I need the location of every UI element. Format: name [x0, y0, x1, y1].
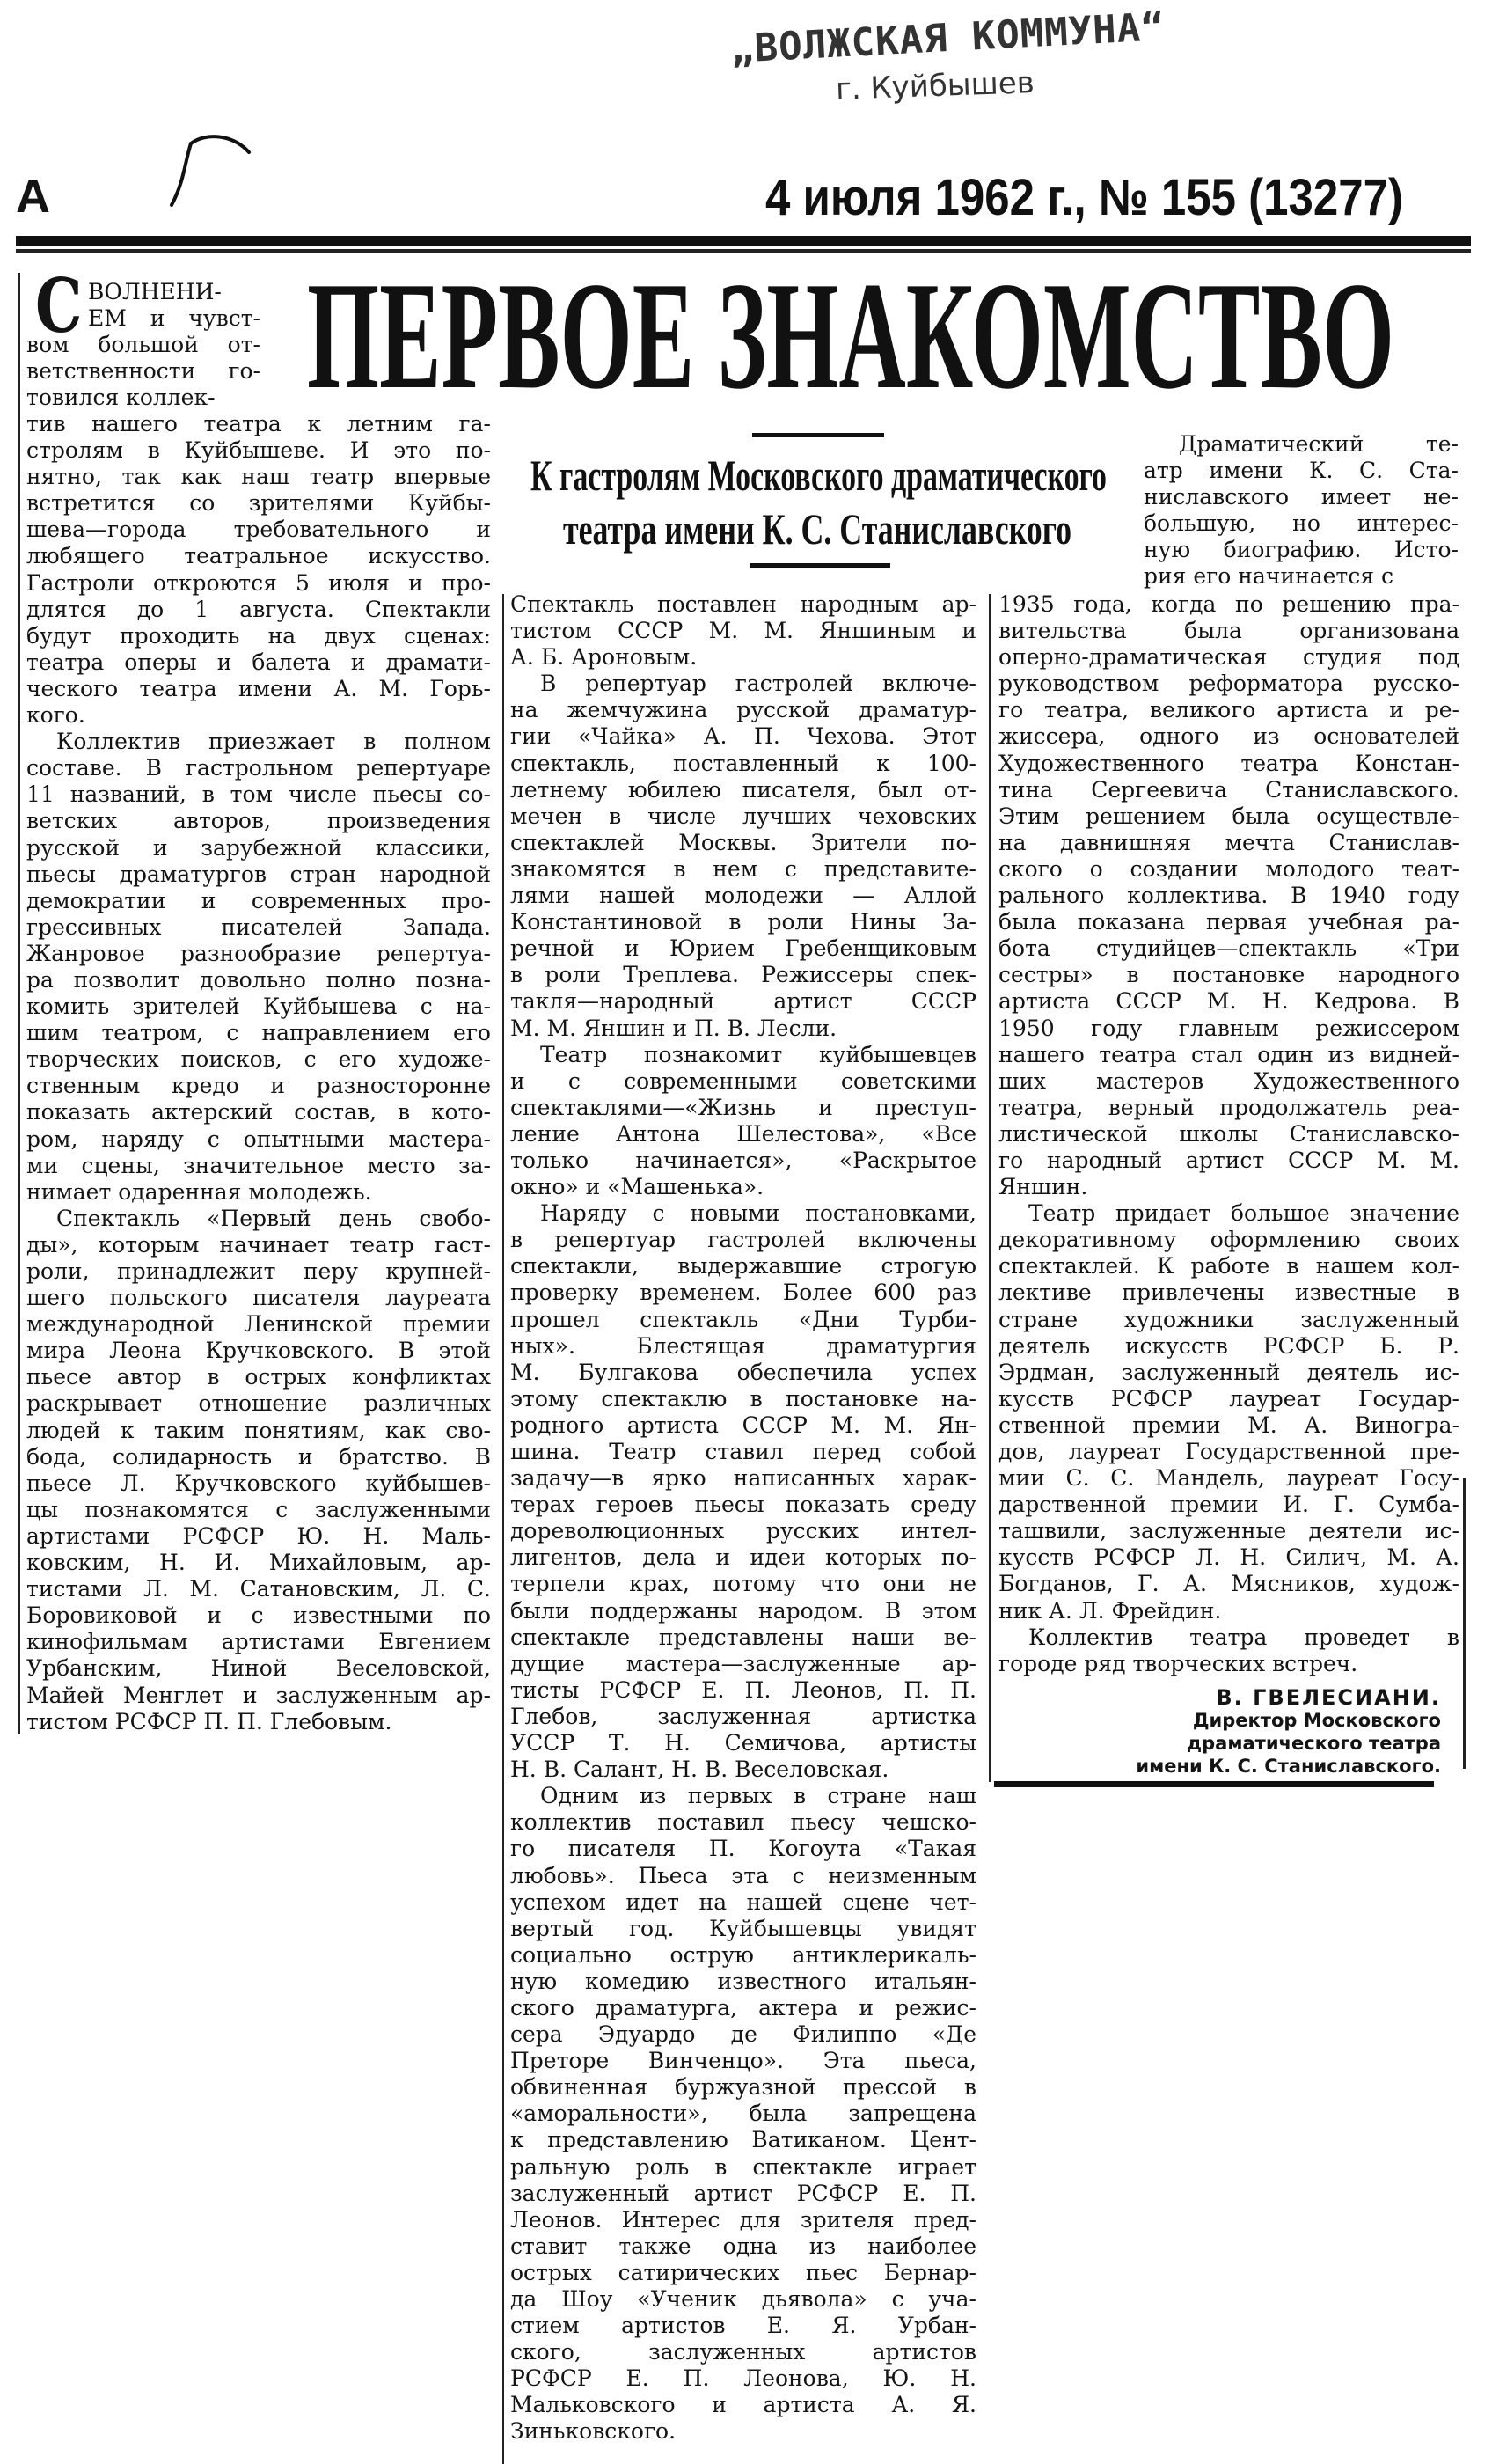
text-line: стием артистов Е. Я. Урбан- [510, 2313, 976, 2339]
text-line: социально острую антиклерикаль- [510, 1941, 976, 1968]
text-line: ветственности го- [26, 358, 260, 385]
article-headline [304, 264, 1399, 405]
text-line: любящего театральное искусство. [26, 543, 491, 569]
paragraph [998, 591, 1459, 1200]
column-1-intro [26, 279, 260, 411]
text-line: раскрывает отношение различных [26, 1390, 491, 1417]
text-line: русской и зарубежной классики, [26, 834, 491, 861]
text-line: спектакли, выдержавшие строгую [510, 1253, 976, 1280]
author-signature [1136, 1686, 1441, 1778]
text-line: только начинается», «Раскрытое [510, 1147, 976, 1173]
text-line: 11 названий, в том числе пьесы со- [26, 781, 491, 808]
text-line: будут проходить на двух сценах: [26, 622, 491, 649]
author-title-line: Директор Московского [1192, 1710, 1441, 1731]
paragraph [998, 1200, 1459, 1624]
text-line: ветских авторов, произведения [26, 808, 491, 834]
text-line: речной и Юрием Гребенщиковым [510, 935, 976, 962]
text-line: дущие мастера—заслуженные ар- [510, 1650, 976, 1676]
text-line: оперно-драматическая студия под [998, 644, 1459, 671]
text-line: тив нашего театра к летним га- [26, 411, 491, 436]
text-line: мии С. С. Мандель, лауреат Госу- [998, 1465, 1459, 1492]
text-line: нимает одаренная молодежь. [26, 1178, 372, 1205]
text-line: гии «Чайка» А. П. Чехова. Этот [510, 723, 976, 750]
text-line: пьесе Л. Кручковского куйбышев- [26, 1470, 491, 1496]
text-line: Театр познакомит куйбышевцев [540, 1041, 976, 1067]
text-line: товился коллек- [26, 385, 216, 411]
text-line: Богданов, Г. А. Мясников, худож- [998, 1571, 1459, 1597]
text-line: к представлению Ватиканом. Цент- [510, 2127, 976, 2153]
text-line: «аморальности», была запрещена [510, 2101, 976, 2127]
text-line: Коллектив приезжает в полном [56, 729, 491, 755]
text-line: М. М. Яншин и П. В. Лесли. [510, 1015, 837, 1041]
text-line: пьесе автор в острых конфликтах [26, 1364, 491, 1390]
dateline-text: 4 июля 1962 г., № 155 (13277) [765, 169, 1403, 226]
text-line: шим театром, с направлением его [26, 1020, 491, 1046]
text-line: заслуженный артист РСФСР Е. П. [510, 2180, 976, 2206]
text-line: Боровиковой и с известными по [26, 1602, 491, 1629]
text-line: Коллектив театра проведет в [1028, 1624, 1459, 1650]
text-line: Леонов. Интерес для зрителя пред- [510, 2206, 976, 2233]
text-line: го народный артист СССР М. М. [998, 1147, 1459, 1173]
text-line: вительства была организована [998, 618, 1459, 644]
text-line: сестры» в постановке народного [998, 962, 1459, 988]
text-line: шего польского писателя лауреата [26, 1285, 491, 1311]
text-line: лективе привлечены известные в [998, 1280, 1459, 1306]
text-line: шева—города требовательного и [26, 517, 491, 543]
text-line: ральную роль в спектакле играет [510, 2153, 976, 2180]
text-line: деятель искусств РСФСР Б. Р. [998, 1332, 1459, 1359]
text-line: сера Эдуардо де Филиппо «Де [510, 2021, 976, 2048]
text-line: тина Сергеевича Станиславского. [998, 776, 1459, 803]
text-line: театра оперы и балета и драмати- [26, 649, 491, 675]
text-line: ми сцены, значительное место за- [26, 1152, 491, 1178]
text-line: людей к таким понятиям, как сво- [26, 1417, 491, 1443]
text-line: нашего театра стал один из видней- [998, 1041, 1459, 1067]
text-line: летнему юбилею писателя, был от- [510, 776, 976, 803]
text-line: ЕМ и чувст- [88, 305, 260, 332]
paragraph [510, 671, 976, 1041]
text-line: ших мастеров Художественного [998, 1067, 1459, 1094]
text-line: международной Ленинской премии [26, 1311, 491, 1338]
text-line: ского драматурга, актера и режис- [510, 1994, 976, 2020]
text-line: были поддержаны народом. В этом [510, 1597, 976, 1624]
text-line: Драматический те- [1179, 431, 1459, 457]
text-line: шина. Театр ставил перед собой [510, 1439, 976, 1464]
issue-dateline [757, 160, 1408, 231]
text-line: проверку временем. Более 600 раз [510, 1280, 976, 1306]
text-line: вертый год. Куйбышевцы увидят [510, 1915, 976, 1941]
text-line: УССР Т. Н. Семичова, артисты [510, 1730, 976, 1756]
text-line: Жанровое разнообразие репертуа- [26, 940, 491, 966]
text-line: задачу—в ярко написанных харак- [510, 1465, 976, 1492]
text-line: городе ряд творческих встреч. [998, 1650, 1358, 1676]
text-line: рального коллектива. В 1940 году [998, 883, 1459, 909]
text-line: знакомятся в нем с представите- [510, 855, 976, 882]
text-line: этому спектаклю в постановке на- [510, 1385, 976, 1412]
text-line: прошел спектакль «Дни Турби- [510, 1306, 976, 1332]
text-line: комить зрителей Куйбышева с на- [26, 994, 491, 1020]
text-line: Урбанским, Ниной Веселовской, [26, 1655, 491, 1682]
text-line: ную комедию известного итальян- [510, 1968, 976, 1994]
text-line: ление Антона Шелестова», «Все [510, 1120, 976, 1147]
text-line: и с современными советскими [510, 1067, 976, 1094]
text-line: спектакле представлены наши ве- [510, 1624, 976, 1650]
text-line: ташвили, заслуженные деятели ис- [998, 1518, 1459, 1544]
text-line: го театра, великого артиста и ре- [998, 697, 1459, 723]
text-line: рия его начинается с [1144, 563, 1393, 590]
text-line: артистами РСФСР Ю. Н. Маль- [26, 1522, 491, 1549]
section-letter: А [16, 170, 50, 223]
text-line: Одним из первых в стране наш [540, 1783, 976, 1809]
text-line: творческих поисков, с его художе- [26, 1046, 491, 1073]
headline-text: ПЕРВОЕ ЗНАКОМСТВО [307, 264, 1394, 405]
handwritten-number-5 [145, 128, 268, 216]
text-line: тистами Л. М. Сатановским, Л. С. [26, 1576, 491, 1602]
text-line: ковским, Н. И. Михайловым, ар- [26, 1550, 491, 1576]
text-line: обвиненная буржуазной прессой в [510, 2074, 976, 2101]
text-line: показать актерский состав, в кото- [26, 1099, 491, 1126]
text-line: демократии и современных про- [26, 887, 491, 913]
text-line: успехом идет на нашей сцене чет- [510, 1888, 976, 1915]
text-line: атр имени К. С. Ста- [1144, 458, 1459, 484]
text-line: окно» и «Машенька». [510, 1174, 764, 1200]
text-line: Этим решением была осуществле- [998, 803, 1459, 829]
text-line: терпели крах, потому что они не [510, 1571, 976, 1597]
stamp-city: г. Куйбышев [835, 65, 1035, 107]
text-line: спектаклями—«Жизнь и преступ- [510, 1094, 976, 1120]
paragraph [26, 411, 491, 729]
text-line: Мальковского и артиста А. Я. [510, 2392, 976, 2418]
text-line: ственным кредо и разносторонне [26, 1073, 491, 1099]
column-3-body [998, 591, 1459, 1677]
text-line: руководством реформатора русско- [998, 671, 1459, 697]
text-line: тистом СССР М. М. Яншиным и [510, 618, 976, 644]
text-line: ник А. Л. Фрейдин. [998, 1597, 1222, 1624]
text-line: М. Булгакова обеспечила успех [510, 1359, 976, 1385]
text-line: спектаклей Москвы. Зрители по- [510, 829, 976, 855]
text-line: мечен в числе лучших чеховских [510, 803, 976, 829]
text-line: грессивных писателей Запада. [26, 913, 491, 940]
text-line: цы познакомятся с заслуженными [26, 1496, 491, 1522]
text-line: любовь». Пьеса эта с неизменным [510, 1862, 976, 1888]
text-line: вом большой от- [26, 332, 260, 358]
article-subheadline [523, 444, 1113, 559]
paragraph [1144, 431, 1459, 590]
text-line: дов, лауреат Государственной пре- [998, 1439, 1459, 1464]
text-line: составе. В гастрольном репертуаре [26, 755, 491, 781]
text-line: встретится со зрителями Куйбы- [26, 490, 491, 517]
paragraph [26, 1206, 491, 1735]
text-line: ВОЛНЕНИ- [88, 279, 222, 304]
text-line: ра позволит довольно полно позна- [26, 966, 491, 993]
text-line: кого. [26, 702, 85, 729]
paragraph [998, 1624, 1459, 1677]
text-line: мира Леона Кручковского. В этой [26, 1338, 491, 1364]
subhead-line-2: театра имени К. С. Станиславского [563, 504, 1071, 554]
text-line: ского о создании молодого теат- [998, 855, 1459, 882]
author-title-line: имени К. С. Станиславского. [1136, 1756, 1441, 1777]
text-line: тистом РСФСР П. П. Глебовым. [26, 1708, 392, 1734]
text-line: острых сатирических пьес Бернар- [510, 2259, 976, 2285]
text-line: Гастроли откроются 5 июля и про- [26, 569, 491, 596]
column-3-intro [1144, 431, 1459, 590]
text-line: бода, солидарность и братство. В [26, 1443, 491, 1470]
text-line: дарственной премии И. Г. Сумба- [998, 1492, 1459, 1518]
text-line: жиссера, одного из основателей [998, 723, 1459, 750]
text-line: была показана первая учебная ра- [998, 909, 1459, 935]
text-line: такля—народный артист СССР [510, 988, 976, 1015]
text-line: коллектив поставил пьесу чешско- [510, 1809, 976, 1836]
paragraph [510, 1042, 976, 1201]
text-line: дореволюционных русских интел- [510, 1518, 976, 1544]
text-line: Театр придает большое значение [1028, 1200, 1459, 1227]
text-line: Яншин. [998, 1174, 1088, 1200]
text-line: стролям в Куйбышеве. И это по- [26, 437, 491, 464]
text-line: Спектакль «Первый день свобо- [56, 1205, 491, 1231]
text-line: спектакль, поставленный к 100- [510, 750, 976, 776]
text-line: Майей Менглет и заслуженным ар- [26, 1682, 491, 1708]
column-1-rule [18, 273, 20, 1734]
text-line: Зиньковского. [510, 2418, 677, 2445]
text-line: пьесы драматургов стран народной [26, 861, 491, 887]
text-line: лигентов, дела и идеи которых по- [510, 1544, 976, 1571]
text-line: Эрдман, заслуженный деятель ис- [998, 1359, 1459, 1385]
text-line: в роли Треплева. Режиссеры спек- [510, 962, 976, 988]
paragraph [26, 729, 491, 1206]
text-line: В репертуар гастролей включе- [540, 671, 976, 697]
text-line: Спектакль поставлен народным ар- [510, 591, 976, 617]
text-line: Глебов, заслуженная артистка [510, 1703, 976, 1729]
text-line: ды», которым начинает театр гаст- [26, 1231, 491, 1258]
text-line: на жемчужина русской драматур- [510, 697, 976, 723]
newspaper-stamp: „ВОЛЖСКАЯ КОММУНА“ [729, 4, 1167, 72]
text-line: ского, заслуженных артистов [510, 2339, 976, 2365]
paragraph [26, 279, 260, 411]
column-2-rule [502, 594, 504, 2464]
text-line: артиста СССР М. Н. Кедрова. В [998, 988, 1459, 1015]
text-line: да Шоу «Ученик дьявола» с уча- [510, 2286, 976, 2312]
text-line: в репертуар гастролей включены [510, 1227, 976, 1253]
text-line: бота студийцев—спектакль «Три [998, 935, 1459, 962]
subhead-rule-top [752, 433, 884, 437]
paragraph [510, 1783, 976, 2445]
text-line: ниславского имеет не- [1144, 484, 1459, 510]
text-line: декоративному оформлению своих [998, 1227, 1459, 1253]
text-line: Н. В. Салант, Н. В. Веселовская. [510, 1756, 889, 1783]
text-line: театра, верный продолжатель реа- [998, 1094, 1459, 1120]
author-title-line: драматического театра [1187, 1733, 1441, 1754]
column-3-right-rule [1463, 1478, 1466, 1769]
text-line: Константиновой в роли Нины За- [510, 909, 976, 935]
text-line: нятно, так как наш театр впервые [26, 464, 491, 490]
text-line: А. Б. Ароновым. [510, 644, 698, 671]
text-line: длятся до 1 августа. Спектакли [26, 596, 491, 622]
article-end-rule [994, 1781, 1434, 1787]
paragraph [510, 1200, 976, 1783]
text-line: листической школы Станиславско- [998, 1120, 1459, 1147]
subhead-rule-bottom [750, 563, 890, 568]
text-line: РСФСР Е. П. Леонова, Ю. Н. [510, 2365, 976, 2392]
text-line: Наряду с новыми постановками, [540, 1200, 976, 1227]
column-1-body [26, 411, 491, 1735]
drop-cap: С [35, 262, 83, 349]
text-line: спектаклей. К работе в нашем кол- [998, 1253, 1459, 1280]
subhead-line-1: К гастролям Московского драматического [530, 451, 1107, 500]
column-2-body [510, 591, 976, 2446]
text-line: лями нашей молодежи — Аллой [510, 883, 976, 909]
text-line: тисты РСФСР Е. П. Леонов, П. П. [510, 1676, 976, 1703]
paragraph [510, 591, 976, 671]
column-3-rule [989, 594, 991, 1782]
text-line: роли, принадлежит перу крупней- [26, 1258, 491, 1284]
text-line: 1935 года, когда по решению пра- [998, 591, 1459, 617]
text-line: кусств РСФСР лауреат Государ- [998, 1385, 1459, 1412]
text-line: стране художники заслуженный [998, 1306, 1459, 1332]
masthead-rule [16, 236, 1471, 246]
text-line: кинофильмам артистами Евгением [26, 1629, 491, 1655]
text-line: ческого театра имени А. М. Горь- [26, 675, 491, 701]
text-line: 1950 году главным режиссером [998, 1015, 1459, 1041]
text-line: большую, но интерес- [1144, 510, 1459, 537]
text-line: кусств РСФСР Л. Н. Силич, М. А. [998, 1544, 1459, 1571]
text-line: ных». Блестящая драматургия [510, 1332, 976, 1359]
text-line: го писателя П. Когоута «Такая [510, 1836, 976, 1862]
author-name: В. ГВЕЛЕСИАНИ. [1216, 1685, 1441, 1710]
text-line: ственной премии М. А. Виногра- [998, 1412, 1459, 1438]
text-line: Преторе Винченцо». Эта пьеса, [510, 2048, 976, 2074]
text-line: ную биографию. Исто- [1144, 537, 1459, 563]
text-line: ром, наряду с опытными мастера- [26, 1126, 491, 1152]
text-line: на давнишняя мечта Станислав- [998, 829, 1459, 855]
masthead-rule-thin [16, 249, 1471, 253]
text-line: терах героев пьесы показать среду [510, 1492, 976, 1518]
text-line: родного артиста СССР М. М. Ян- [510, 1412, 976, 1438]
text-line: ставит также одна из наиболее [510, 2233, 976, 2259]
text-line: Художественного театра Констан- [998, 750, 1459, 776]
